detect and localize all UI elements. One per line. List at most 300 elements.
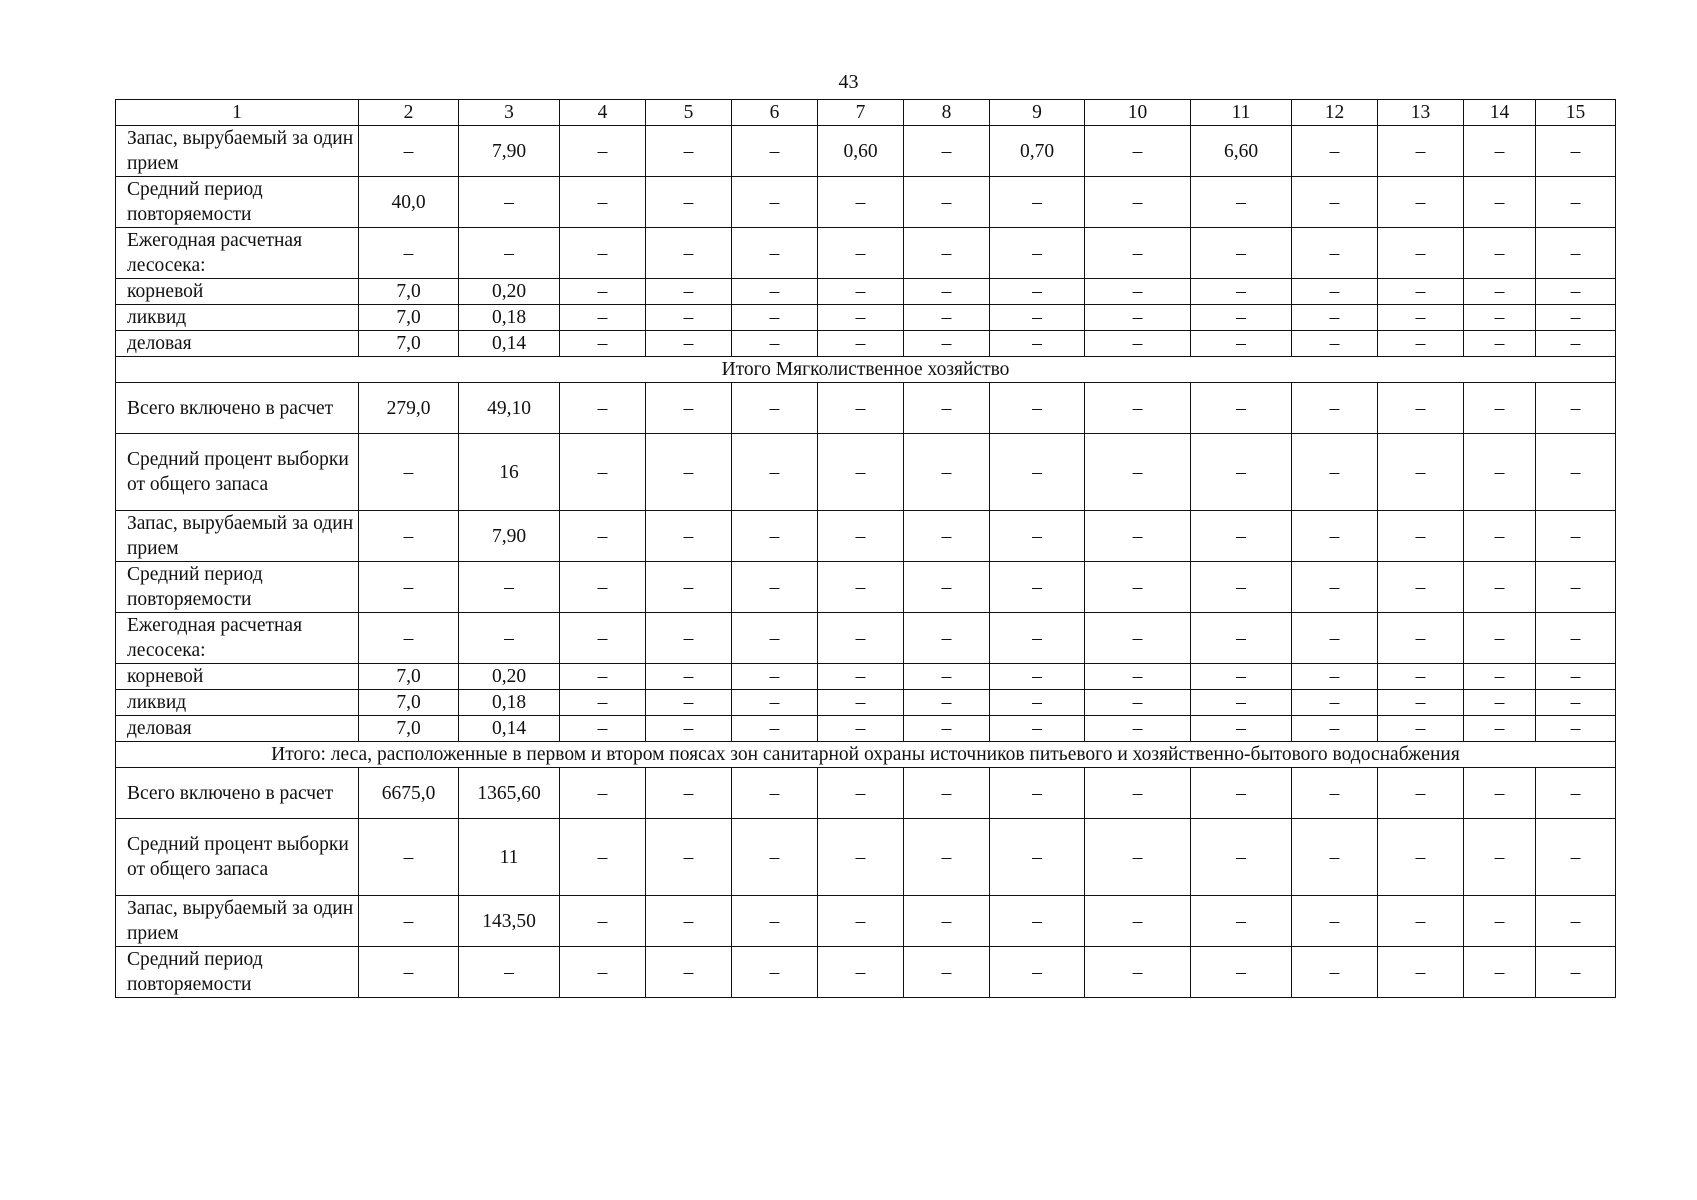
table-cell: – <box>732 664 818 690</box>
table-cell: – <box>1085 511 1191 562</box>
table-cell: – <box>1191 177 1292 228</box>
table-cell: – <box>1085 716 1191 742</box>
table-cell: – <box>646 434 732 511</box>
table-cell: – <box>1378 690 1464 716</box>
table-cell: – <box>1378 177 1464 228</box>
table-cell: – <box>1191 279 1292 305</box>
table-cell: – <box>1378 331 1464 357</box>
row-label: Запас, вырубаемый за один прием <box>116 511 359 562</box>
table-cell: – <box>990 819 1085 896</box>
row-label: деловая <box>116 331 359 357</box>
table-cell: – <box>1085 177 1191 228</box>
table-cell: 143,50 <box>459 896 560 947</box>
table-cell: – <box>904 434 990 511</box>
table-cell: – <box>1191 305 1292 331</box>
table-cell: – <box>1464 613 1536 664</box>
table-cell: – <box>904 228 990 279</box>
table-cell: – <box>1378 279 1464 305</box>
table-cell: – <box>560 716 646 742</box>
table-cell: – <box>1464 819 1536 896</box>
table-cell: – <box>990 562 1085 613</box>
table-cell: – <box>1536 228 1616 279</box>
row-label: Средний процент выборки от общего запаса <box>116 434 359 511</box>
table-cell: 0,70 <box>990 126 1085 177</box>
table-cell: – <box>646 690 732 716</box>
table-cell: – <box>1085 613 1191 664</box>
table-cell: – <box>990 716 1085 742</box>
table-cell: – <box>732 690 818 716</box>
table-cell: – <box>904 613 990 664</box>
table-row <box>116 716 1616 742</box>
table-cell: – <box>818 562 904 613</box>
table-cell: – <box>560 126 646 177</box>
table-cell: – <box>359 434 459 511</box>
row-label: деловая <box>116 716 359 742</box>
table-cell: – <box>560 434 646 511</box>
table-cell: – <box>560 511 646 562</box>
table-cell: – <box>646 177 732 228</box>
table-cell: – <box>1292 947 1378 998</box>
table-cell: – <box>818 434 904 511</box>
table-cell: – <box>1536 947 1616 998</box>
table-cell: – <box>646 562 732 613</box>
table-cell: – <box>1536 690 1616 716</box>
section-row <box>116 357 1616 383</box>
table-cell: – <box>818 383 904 434</box>
table-cell: – <box>1464 768 1536 819</box>
table-cell: – <box>1378 228 1464 279</box>
table-cell: – <box>732 819 818 896</box>
table-cell: – <box>1292 126 1378 177</box>
table-cell: 0,14 <box>459 331 560 357</box>
table-cell: – <box>560 896 646 947</box>
table-cell: – <box>646 383 732 434</box>
table-row <box>116 613 1616 664</box>
table-row <box>116 819 1616 896</box>
table-cell: 7,0 <box>359 716 459 742</box>
table-cell: – <box>990 613 1085 664</box>
table-cell: – <box>1378 716 1464 742</box>
table-cell: – <box>990 511 1085 562</box>
table-cell: – <box>560 305 646 331</box>
table-cell: – <box>818 228 904 279</box>
table-cell: 0,18 <box>459 305 560 331</box>
table-cell: – <box>1378 562 1464 613</box>
table-cell: 0,14 <box>459 716 560 742</box>
table-cell: – <box>990 947 1085 998</box>
table-cell: – <box>646 511 732 562</box>
table-cell: – <box>904 819 990 896</box>
table-cell: – <box>1292 819 1378 896</box>
table-cell: 7,90 <box>459 511 560 562</box>
table-row <box>116 511 1616 562</box>
column-number-header: 9 <box>990 100 1085 126</box>
table-cell: – <box>990 434 1085 511</box>
table-cell: – <box>459 562 560 613</box>
row-label: Всего включено в расчет <box>116 768 359 819</box>
table-cell: – <box>1536 383 1616 434</box>
column-number-header: 4 <box>560 100 646 126</box>
table-cell: 7,0 <box>359 664 459 690</box>
column-number-header: 3 <box>459 100 560 126</box>
table-cell: – <box>990 383 1085 434</box>
table-cell: – <box>459 228 560 279</box>
table-cell: – <box>1378 819 1464 896</box>
table-cell: – <box>1191 228 1292 279</box>
table-cell: – <box>904 768 990 819</box>
table-cell: – <box>732 383 818 434</box>
column-number-header: 1 <box>116 100 359 126</box>
table-cell: 40,0 <box>359 177 459 228</box>
table-cell: 49,10 <box>459 383 560 434</box>
table-cell: – <box>1191 947 1292 998</box>
row-label: Ежегодная расчетная лесосека: <box>116 613 359 664</box>
table-cell: – <box>359 819 459 896</box>
table-cell: – <box>1536 819 1616 896</box>
table-cell: – <box>1085 228 1191 279</box>
table-cell: – <box>1292 768 1378 819</box>
table-cell: – <box>560 562 646 613</box>
table-cell: – <box>1536 896 1616 947</box>
table-cell: – <box>990 279 1085 305</box>
table-row <box>116 305 1616 331</box>
table-cell: – <box>732 613 818 664</box>
row-label: Средний период повторяемости <box>116 177 359 228</box>
table-cell: – <box>560 768 646 819</box>
header-row <box>116 100 1616 126</box>
table-cell: 0,60 <box>818 126 904 177</box>
table-cell: – <box>359 511 459 562</box>
table-cell: – <box>1378 305 1464 331</box>
table-cell: – <box>1191 690 1292 716</box>
table-cell: – <box>359 613 459 664</box>
table-cell: – <box>990 690 1085 716</box>
table-cell: – <box>732 511 818 562</box>
table-cell: – <box>904 279 990 305</box>
table-cell: – <box>818 511 904 562</box>
table-cell: – <box>1085 664 1191 690</box>
table-cell: – <box>646 947 732 998</box>
table-cell: – <box>818 690 904 716</box>
table-cell: – <box>732 896 818 947</box>
table-cell: – <box>1292 305 1378 331</box>
table-cell: – <box>560 331 646 357</box>
table-cell: – <box>1292 331 1378 357</box>
row-label: Ежегодная расчетная лесосека: <box>116 228 359 279</box>
table-row <box>116 126 1616 177</box>
table-cell: – <box>646 819 732 896</box>
column-number-header: 11 <box>1191 100 1292 126</box>
table-cell: – <box>1085 690 1191 716</box>
table-cell: – <box>1378 383 1464 434</box>
table-cell: – <box>1085 434 1191 511</box>
row-label: Запас, вырубаемый за один прием <box>116 896 359 947</box>
table-cell: – <box>560 947 646 998</box>
table-cell: – <box>1191 613 1292 664</box>
table-cell: 6,60 <box>1191 126 1292 177</box>
table-cell: – <box>560 690 646 716</box>
column-number-header: 15 <box>1536 100 1616 126</box>
table-cell: – <box>904 947 990 998</box>
table-cell: – <box>1292 896 1378 947</box>
table-row <box>116 664 1616 690</box>
table-cell: – <box>646 664 732 690</box>
table-cell: – <box>459 947 560 998</box>
table-cell: – <box>732 768 818 819</box>
column-number-header: 8 <box>904 100 990 126</box>
table-cell: 0,20 <box>459 664 560 690</box>
table-cell: – <box>1292 511 1378 562</box>
page-number: 43 <box>838 71 859 93</box>
table-cell: – <box>904 664 990 690</box>
table-cell: – <box>1464 511 1536 562</box>
table-row <box>116 896 1616 947</box>
table-cell: – <box>1464 690 1536 716</box>
table-cell: – <box>1085 383 1191 434</box>
row-label: Средний процент выборки от общего запаса <box>116 819 359 896</box>
table-cell: – <box>1292 383 1378 434</box>
table-cell: – <box>818 279 904 305</box>
table-cell: – <box>904 331 990 357</box>
table-cell: 1365,60 <box>459 768 560 819</box>
table-cell: – <box>990 228 1085 279</box>
table-cell: – <box>732 305 818 331</box>
row-label: Средний период повторяемости <box>116 947 359 998</box>
row-label: ликвид <box>116 305 359 331</box>
table-row <box>116 228 1616 279</box>
table-cell: – <box>818 819 904 896</box>
table-cell: – <box>646 331 732 357</box>
table-cell: – <box>1378 896 1464 947</box>
column-number-header: 2 <box>359 100 459 126</box>
table-cell: – <box>1085 331 1191 357</box>
table-cell: – <box>1292 228 1378 279</box>
column-number-header: 14 <box>1464 100 1536 126</box>
section-title: Итого Мягколиственное хозяйство <box>116 357 1616 383</box>
table-cell: – <box>1536 716 1616 742</box>
table-cell: – <box>818 768 904 819</box>
table-cell: – <box>732 562 818 613</box>
table-cell: – <box>732 126 818 177</box>
table-cell: – <box>1464 434 1536 511</box>
table-cell: 7,0 <box>359 305 459 331</box>
table-cell: – <box>1378 613 1464 664</box>
table-cell: – <box>1464 716 1536 742</box>
table-cell: – <box>560 664 646 690</box>
table-cell: – <box>646 279 732 305</box>
table-cell: – <box>646 613 732 664</box>
table-cell: – <box>359 947 459 998</box>
table-cell: – <box>1378 434 1464 511</box>
table-cell: – <box>1191 383 1292 434</box>
table-cell: – <box>818 664 904 690</box>
table-cell: – <box>1536 305 1616 331</box>
table-cell: – <box>359 896 459 947</box>
row-label: ликвид <box>116 690 359 716</box>
table-cell: – <box>1378 511 1464 562</box>
table-cell: – <box>359 228 459 279</box>
table-row <box>116 562 1616 613</box>
table-cell: – <box>1292 279 1378 305</box>
table-cell: – <box>1085 819 1191 896</box>
table-cell: – <box>1464 383 1536 434</box>
table-cell: – <box>1292 562 1378 613</box>
column-number-header: 6 <box>732 100 818 126</box>
table-cell: – <box>990 664 1085 690</box>
table-cell: – <box>1464 228 1536 279</box>
table-cell: – <box>1536 434 1616 511</box>
table-cell: – <box>459 177 560 228</box>
table-cell: – <box>732 947 818 998</box>
table-row <box>116 383 1616 434</box>
column-number-header: 10 <box>1085 100 1191 126</box>
table-cell: 7,0 <box>359 279 459 305</box>
table-cell: – <box>560 279 646 305</box>
table-cell: – <box>990 768 1085 819</box>
table-cell: – <box>990 896 1085 947</box>
table-cell: – <box>1191 511 1292 562</box>
table-cell: – <box>1191 768 1292 819</box>
table-cell: – <box>1536 126 1616 177</box>
table-row <box>116 690 1616 716</box>
table-cell: – <box>990 331 1085 357</box>
table-cell: – <box>1292 690 1378 716</box>
row-label: Всего включено в расчет <box>116 383 359 434</box>
table-cell: – <box>1464 562 1536 613</box>
table-cell: – <box>904 177 990 228</box>
table-cell: 6675,0 <box>359 768 459 819</box>
table-cell: 11 <box>459 819 560 896</box>
table-cell: – <box>1292 716 1378 742</box>
table-cell: – <box>1464 305 1536 331</box>
table-cell: – <box>990 305 1085 331</box>
table-cell: – <box>904 383 990 434</box>
table-row <box>116 768 1616 819</box>
column-number-header: 7 <box>818 100 904 126</box>
table-row <box>116 434 1616 511</box>
table-cell: – <box>646 716 732 742</box>
table-cell: – <box>1191 819 1292 896</box>
table-cell: – <box>1191 716 1292 742</box>
table-cell: – <box>1191 896 1292 947</box>
column-number-header: 13 <box>1378 100 1464 126</box>
table-cell: – <box>1464 664 1536 690</box>
table-cell: – <box>1191 664 1292 690</box>
table-cell: – <box>1085 305 1191 331</box>
table-cell: – <box>732 279 818 305</box>
table-cell: – <box>1536 177 1616 228</box>
table-cell: – <box>1085 562 1191 613</box>
column-number-header: 5 <box>646 100 732 126</box>
table-cell: – <box>646 126 732 177</box>
table-cell: – <box>1536 511 1616 562</box>
table-cell: – <box>560 383 646 434</box>
table-cell: 7,0 <box>359 690 459 716</box>
table-cell: – <box>646 768 732 819</box>
table-cell: 279,0 <box>359 383 459 434</box>
table-cell: – <box>1536 613 1616 664</box>
table-cell: – <box>732 434 818 511</box>
table-cell: – <box>990 177 1085 228</box>
table-cell: – <box>818 716 904 742</box>
table-cell: – <box>732 177 818 228</box>
table-cell: – <box>818 331 904 357</box>
table-cell: – <box>1085 947 1191 998</box>
section-row <box>116 742 1616 768</box>
table-cell: – <box>1292 434 1378 511</box>
table-cell: – <box>904 896 990 947</box>
table-cell: 7,0 <box>359 331 459 357</box>
table-cell: 16 <box>459 434 560 511</box>
table-cell: – <box>560 819 646 896</box>
table-cell: – <box>1085 279 1191 305</box>
table-cell: – <box>1536 331 1616 357</box>
row-label: Запас, вырубаемый за один прием <box>116 126 359 177</box>
row-label: корневой <box>116 664 359 690</box>
table-cell: – <box>1085 768 1191 819</box>
table-cell: – <box>1378 947 1464 998</box>
table-cell: – <box>1378 664 1464 690</box>
table-cell: – <box>1536 664 1616 690</box>
table-cell: – <box>1464 126 1536 177</box>
table-cell: – <box>818 305 904 331</box>
table-cell: – <box>646 305 732 331</box>
table-cell: – <box>359 126 459 177</box>
table-cell: 7,90 <box>459 126 560 177</box>
table-cell: – <box>1191 331 1292 357</box>
table-cell: – <box>646 228 732 279</box>
column-number-header: 12 <box>1292 100 1378 126</box>
table-cell: – <box>459 613 560 664</box>
table-cell: – <box>1292 177 1378 228</box>
table-cell: – <box>560 228 646 279</box>
table-cell: – <box>1464 331 1536 357</box>
table-cell: – <box>818 896 904 947</box>
table-cell: – <box>560 177 646 228</box>
table-cell: – <box>1378 126 1464 177</box>
table-cell: – <box>1292 664 1378 690</box>
table-cell: – <box>904 690 990 716</box>
table-cell: – <box>904 716 990 742</box>
table-cell: – <box>646 896 732 947</box>
table-row <box>116 947 1616 998</box>
table-cell: – <box>904 511 990 562</box>
table-cell: – <box>904 305 990 331</box>
table-cell: – <box>818 947 904 998</box>
table-cell: – <box>1464 947 1536 998</box>
table-cell: – <box>560 613 646 664</box>
table-cell: – <box>1085 896 1191 947</box>
table-cell: 0,20 <box>459 279 560 305</box>
table-cell: – <box>818 177 904 228</box>
table-cell: – <box>1085 126 1191 177</box>
table-cell: 0,18 <box>459 690 560 716</box>
table-cell: – <box>1536 562 1616 613</box>
table-cell: – <box>732 331 818 357</box>
table-row <box>116 279 1616 305</box>
table-row <box>116 177 1616 228</box>
table-cell: – <box>359 562 459 613</box>
table-cell: – <box>732 716 818 742</box>
table-cell: – <box>1464 177 1536 228</box>
table-cell: – <box>732 228 818 279</box>
table-cell: – <box>818 613 904 664</box>
forest-calc-table <box>115 99 1616 998</box>
table-cell: – <box>1464 896 1536 947</box>
row-label: Средний период повторяемости <box>116 562 359 613</box>
table-row <box>116 331 1616 357</box>
table-cell: – <box>1536 279 1616 305</box>
